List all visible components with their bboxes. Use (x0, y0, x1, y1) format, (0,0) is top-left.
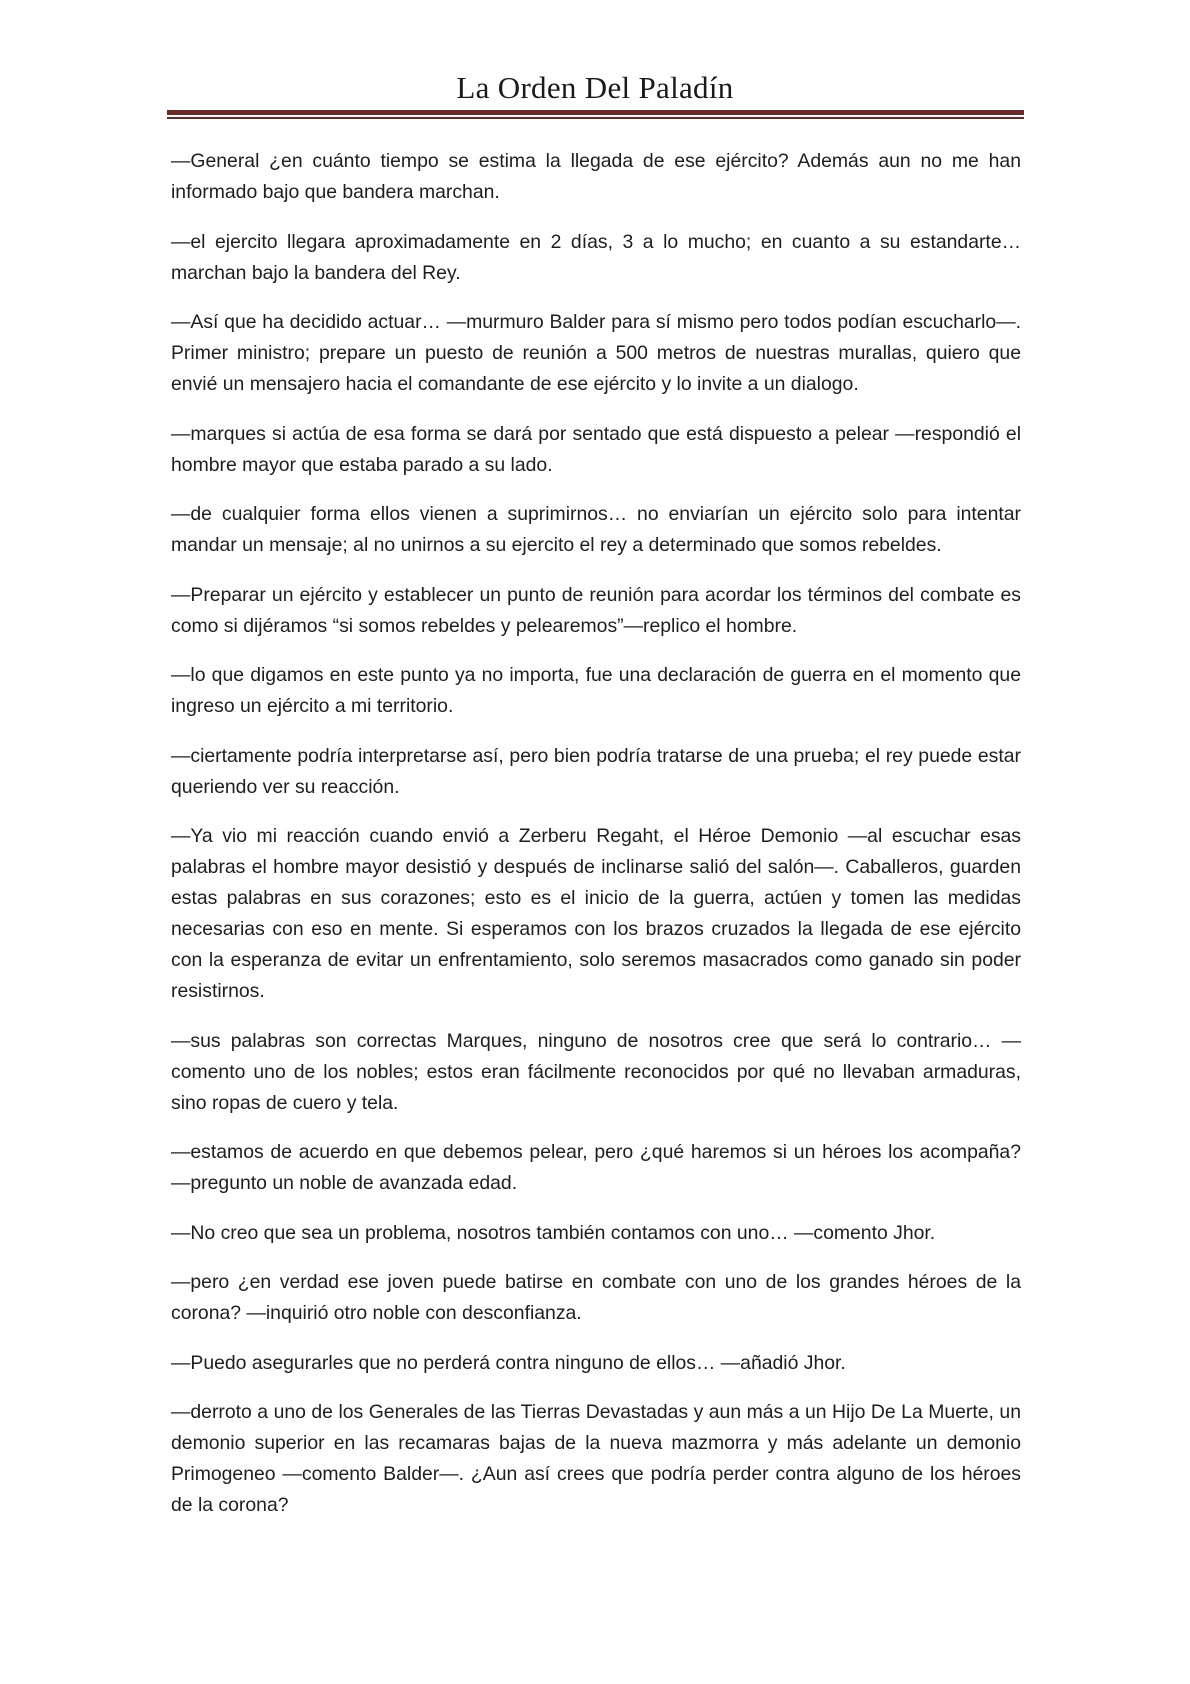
paragraph: —No creo que sea un problema, nosotros también contamos con uno… —comento Jhor. (171, 1221, 936, 1244)
paragraph: —General ¿en cuánto tiempo se estima la llegada de ese ejército? Además aun no me han informado bajo que bandera marchan. (171, 150, 1021, 203)
paragraph: —ciertamente podría interpretarse así, pero bien podría tratarse de una prueba; el rey puede estar queriendo ver su reacción. (171, 744, 1021, 798)
paragraph: —pero ¿en verdad ese joven puede batirse en combate con uno de los grandes héroes de la corona? —inquirió otro noble con desconfianza. (171, 1271, 1021, 1324)
paragraph: —derroto a uno de los Generales de las Tierras Devastadas y aun más a un Hijo De La Muerte, un demonio superior en las recamaras bajas de la nueva mazmorra y más adelante un demonio Primogeneo —comento Balder—. ¿Aun así crees que podría perder contra alguno de los héroes de la corona? (171, 1401, 1021, 1516)
header-rule-thin (167, 117, 1024, 119)
page-header-title: La Orden Del Paladín (456, 70, 734, 105)
header-rule-thick (167, 110, 1024, 115)
paragraph: —lo que digamos en este punto ya no importa, fue una declaración de guerra en el momento que ingreso un ejército a mi territorio. (171, 664, 1021, 717)
body-text (171, 146, 1021, 1540)
paragraph: —marques si actúa de esa forma se dará por sentado que está dispuesto a pelear —respondió el hombre mayor que estaba parado a su lado. (171, 422, 1021, 476)
paragraph: —sus palabras son correctas Marques, ninguno de nosotros cree que será lo contrario… —comento uno de los nobles; estos eran fácilmente reconocidos por qué no llevaban armaduras, sino ropas de cuero y tela. (171, 1029, 1021, 1114)
paragraph: —Ya vio mi reacción cuando envió a Zerberu Regaht, el Héroe Demonio —al escuchar esas palabras el hombre mayor desistió y después de inclinarse salió del salón—. Caballeros, guarden estas palabras en sus corazones; esto es el inicio de la guerra, actúen y tomen las medidas necesarias con eso en mente. Si esperamos con los brazos cruzados la llegada de ese ejército con la esperanza de evitar un enfrentamiento, solo seremos masacrados como ganado sin poder resistirnos. (171, 825, 1021, 1002)
paragraph: —el ejercito llegara aproximadamente en 2 días, 3 a lo mucho; en cuanto a su estandarte… marchan bajo la bandera del Rey. (171, 230, 1021, 284)
paragraph: —Así que ha decidido actuar… —murmuro Balder para sí mismo pero todos podían escucharlo—. Primer ministro; prepare un puesto de reunión a 500 metros de nuestras murallas, quiero que envié un mensajero hacia el comandante de ese ejército y lo invite a un dialogo. (171, 311, 1021, 395)
paragraph: —Preparar un ejército y establecer un punto de reunión para acordar los términos del combate es como si dijéramos “si somos rebeldes y pelearemos”—replico el hombre. (171, 583, 1021, 637)
paragraph: —estamos de acuerdo en que debemos pelear, pero ¿qué haremos si un héroes los acompaña? —pregunto un noble de avanzada edad. (171, 1141, 1021, 1194)
paragraph: —Puedo asegurarles que no perderá contra ninguno de ellos… —añadió Jhor. (171, 1351, 846, 1374)
paragraph: —de cualquier forma ellos vienen a suprimirnos… no enviarían un ejército solo para intentar mandar un mensaje; al no unirnos a su ejercito el rey a determinado que somos rebeldes. (171, 503, 1021, 556)
